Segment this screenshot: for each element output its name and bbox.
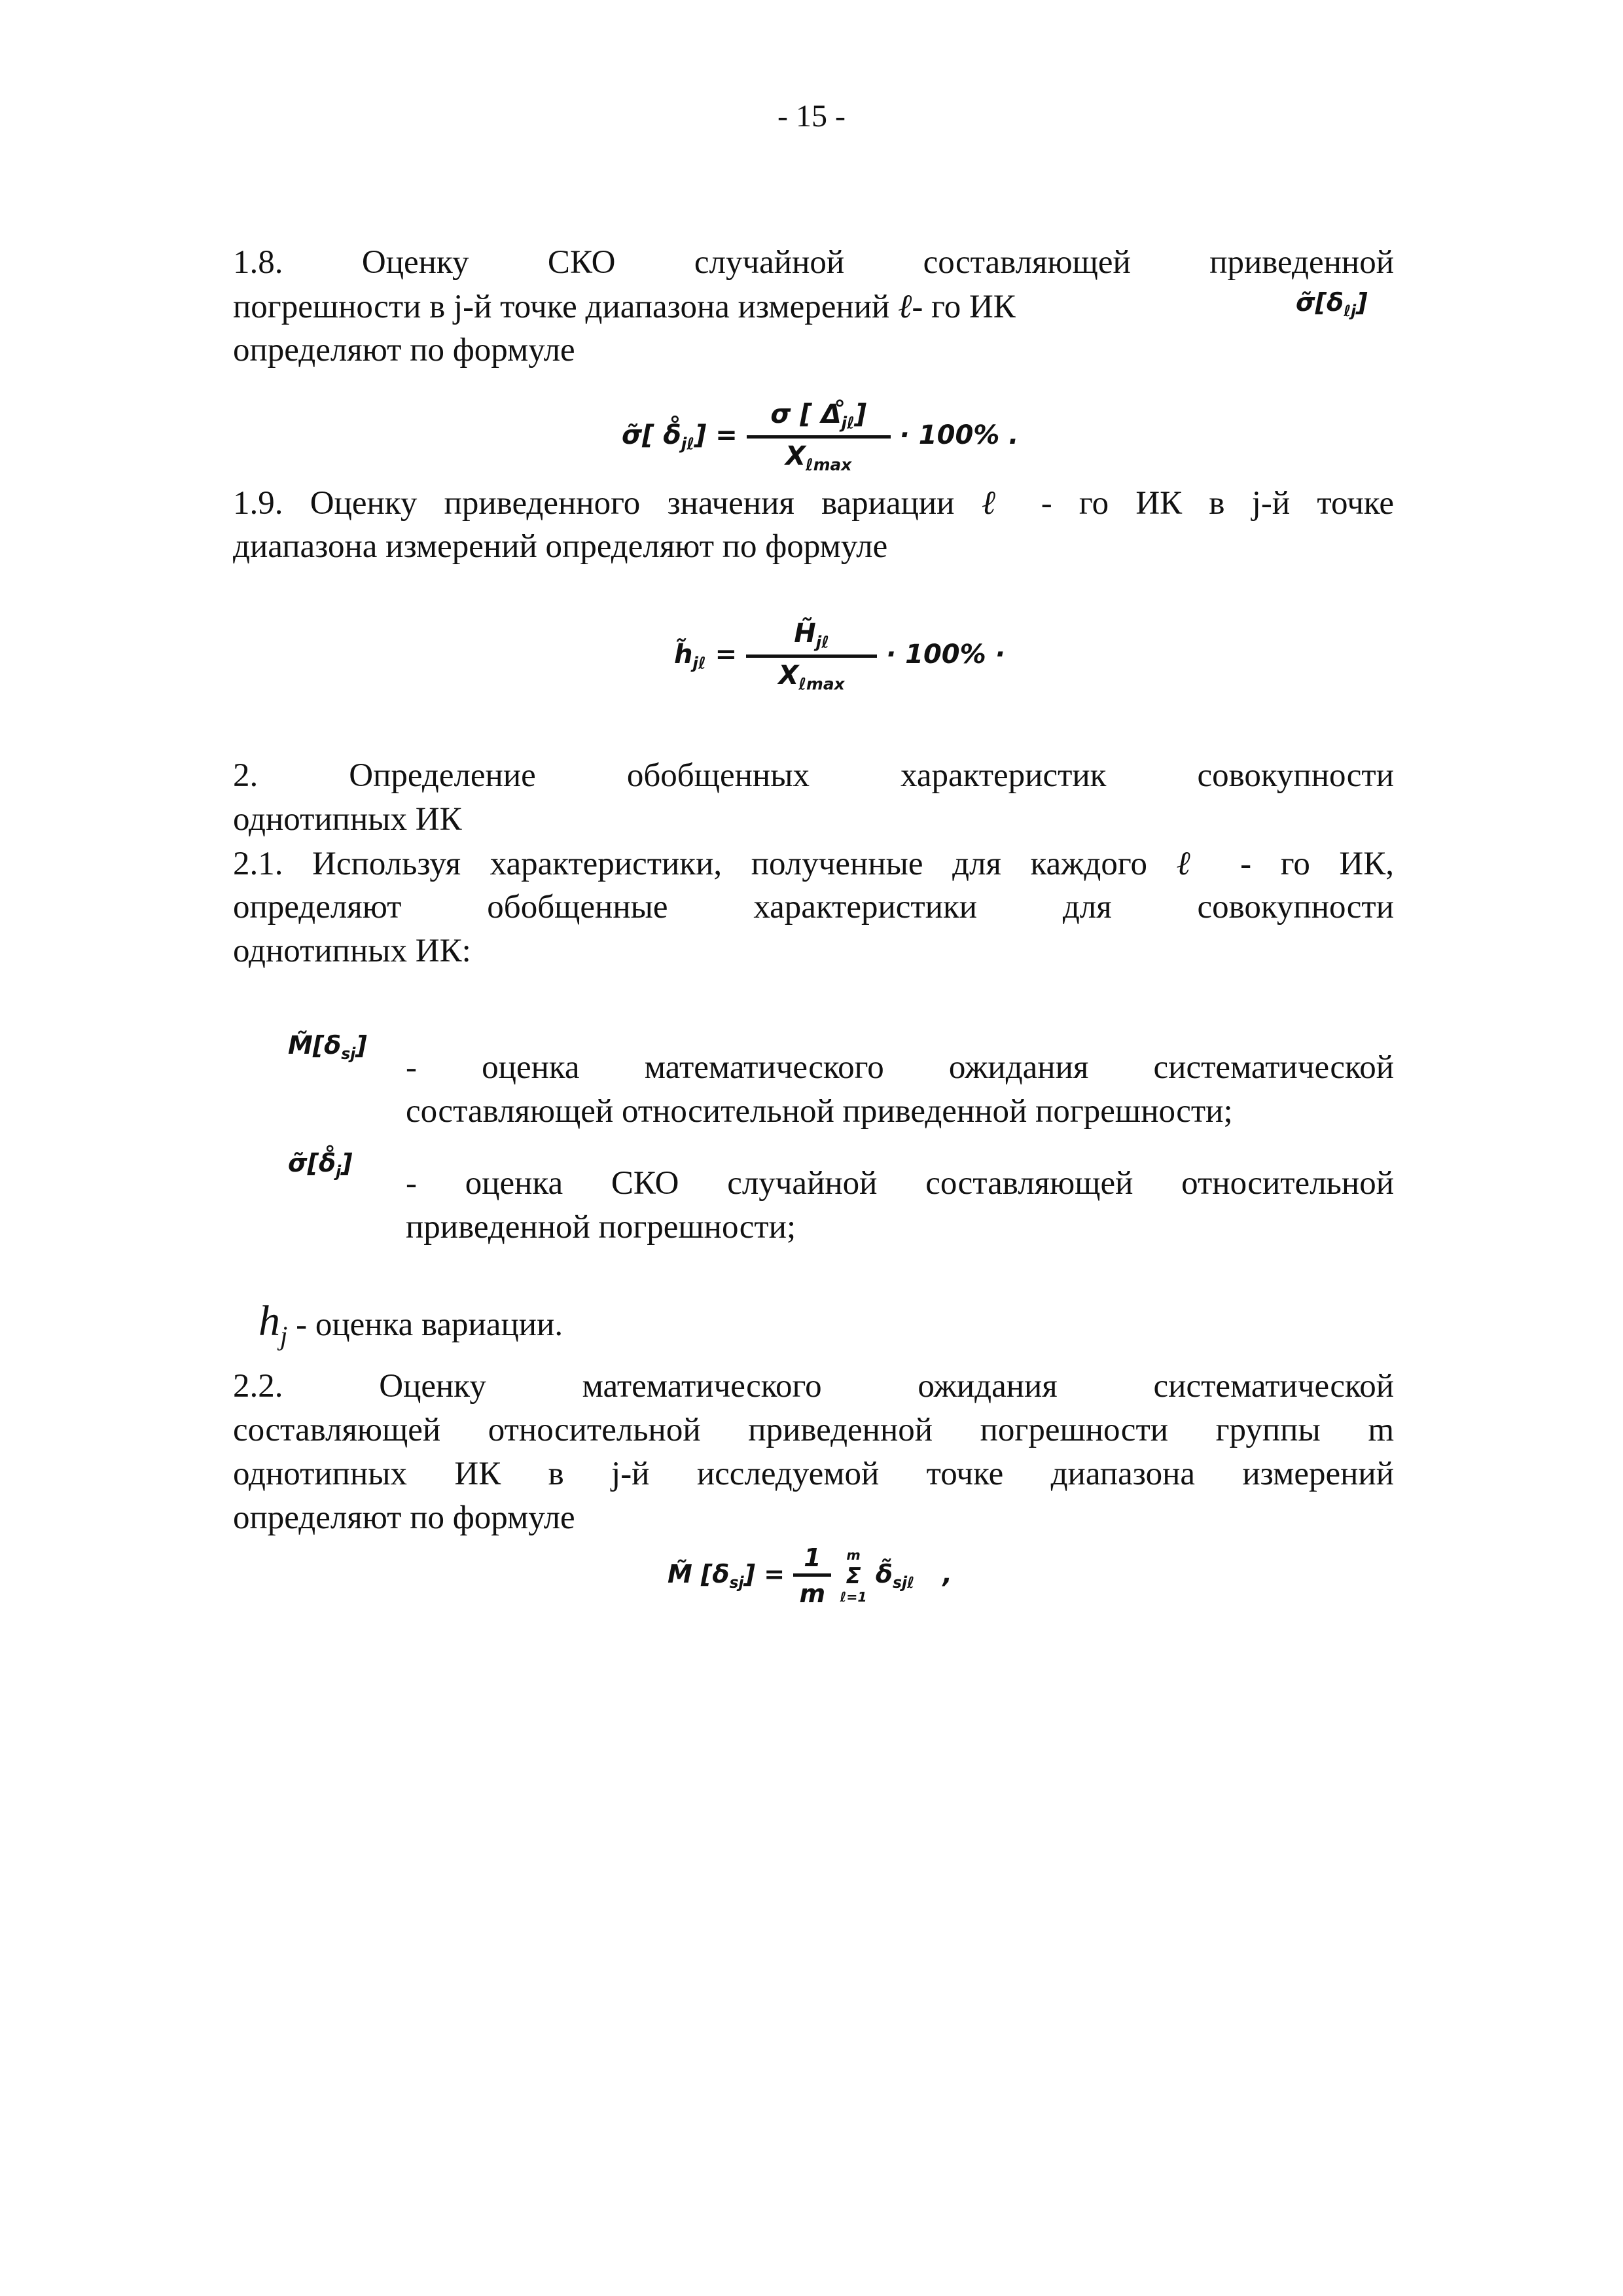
section-1-8-line-1: 1.8. Оценку СКО случайной составляющей приведенной xyxy=(233,244,1394,281)
definition-2: - оценка СКО случайной составляющей относительной приведенной погрешности; xyxy=(406,1165,1394,1246)
section-2-line-2: однотипных ИК xyxy=(233,801,462,838)
expectation-symbol: $M̃[\delta_{sj}]$ xyxy=(288,1031,367,1064)
formula-1-8-fraction: $\frac{\sigma [ \Deltå_{j\ell}]}{X_{\ell max}}$ xyxy=(747,399,891,474)
definition-1: - оценка математического ожидания систематической составляющей относительной приведенной погрешности; xyxy=(406,1049,1394,1130)
section-2-2-line-3: однотипных ИК в j-й исследуемой точке диапазона измерений xyxy=(233,1456,1394,1492)
section-2-1-line-2: определяют обобщенные характеристики для совокупности xyxy=(233,889,1394,925)
section-2-1 xyxy=(233,842,1394,973)
formula-2-2-sum: m Σ ℓ=1 xyxy=(840,1547,867,1605)
formula-1-8 xyxy=(622,399,1018,474)
section-1-9-line-1: 1.9. Оценку приведенного значения вариации ℓ - го ИК в j-й точке xyxy=(233,484,1395,522)
section-2-2-line-4: определяют по формуле xyxy=(233,1499,575,1536)
section-2-line-1: 2. Определение обобщенных характеристик совокупности xyxy=(233,757,1394,794)
formula-1-9-tail: · 100% · xyxy=(886,639,1005,670)
variation-symbol: $h_j$ xyxy=(259,1297,288,1351)
formula-1-8-lhs: σ̃[ $\deltå_{j\ell}$] = xyxy=(622,420,738,454)
section-2-1-line-3: однотипных ИК: xyxy=(233,933,471,969)
section-1-8-line-2: погрешности в j-й точке диапазона измерений ℓ- го ИК xyxy=(233,287,1016,326)
section-2-2 xyxy=(233,1365,1394,1540)
formula-2-2-term: $\deltã_{sj\ell}$ xyxy=(875,1560,915,1592)
section-1-8 xyxy=(233,241,1394,372)
section-2 xyxy=(233,754,1394,842)
formula-2-2-lhs: M̃ $[\delta_{sj}]$ = xyxy=(668,1560,785,1592)
section-2-1-line-1: 2.1. Используя характеристики, полученные для каждого ℓ - го ИК, xyxy=(233,844,1395,883)
sigma-symbol: $\sigmã[\deltå_j]$ xyxy=(288,1149,353,1181)
formula-1-9-fraction: $\frac{H̃_{j\ell}}{X_{\ell max}}$ xyxy=(746,619,877,693)
section-2-2-line-1: 2.2. Оценку математического ожидания систематической xyxy=(233,1368,1394,1405)
section-2-2-line-2: составляющей относительной приведенной погрешности группы m xyxy=(233,1412,1394,1448)
formula-1-8-tail: · 100% . xyxy=(899,420,1019,451)
formula-2-2-fraction: $\frac{1}{m}$ xyxy=(793,1543,831,1608)
definition-3: $h_j$ - оценка вариации. xyxy=(259,1297,563,1351)
section-1-9-line-2: диапазона измерений определяют по формуле xyxy=(233,528,888,565)
formula-2-2-tail: , xyxy=(942,1560,952,1588)
section-1-8-line-3: определяют по формуле xyxy=(233,332,575,368)
formula-1-9-lhs: $h̃_{j\ell}$ = xyxy=(674,639,738,673)
section-1-9 xyxy=(233,481,1394,569)
sigma-delta-inline-symbol: $\sigmã[\delta_{\ell j}]$ xyxy=(1296,288,1368,321)
formula-2-2 xyxy=(668,1543,952,1608)
formula-1-9 xyxy=(674,619,1005,693)
page-number: - 15 - xyxy=(777,99,846,134)
